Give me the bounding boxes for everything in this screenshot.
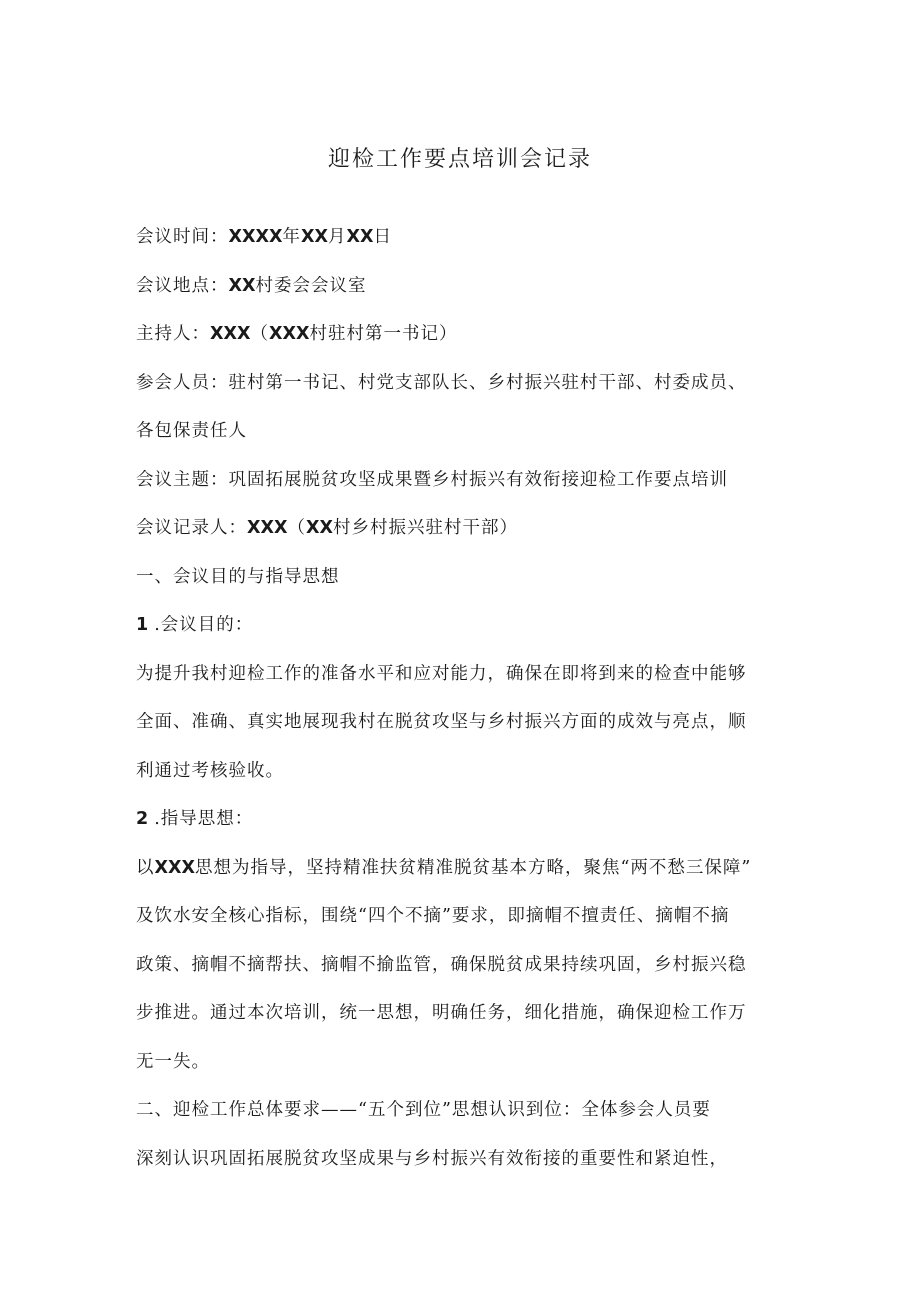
meeting-place-code: XX — [228, 275, 256, 296]
meeting-attendees — [136, 359, 788, 408]
section2-heading-line1: 二、迎检工作总体要求——“五个到位”思想认识到位：全体参会人员要 — [136, 1100, 711, 1120]
meeting-host-village: XXX — [268, 324, 310, 344]
section1-item2-text-line3: 政策、摘帽不摘帮扶、摘帽不揄监管，确保脱贫成果持续巩固，乡村振兴稳 — [136, 954, 747, 975]
meeting-attendees-continued — [136, 407, 788, 456]
section1-item2-label: .指导思想： — [154, 809, 254, 829]
meeting-host-open: （ — [250, 324, 269, 344]
section1-item2-pre: 以 — [136, 857, 155, 878]
section1-item2-text-line1-rest: 思想为指导，坚持精准扶贫精准脱贫基本方略，聚焦“两不愁三保障” — [194, 857, 752, 878]
meeting-place-value: 村委会会议室 — [255, 275, 367, 296]
meeting-topic — [136, 456, 788, 505]
meeting-recorder — [136, 504, 788, 553]
meeting-recorder-name: XXX — [247, 518, 288, 538]
section1-item1-number: 1 — [136, 615, 149, 635]
meeting-time-year-unit: 年 — [282, 227, 301, 247]
section1-item2-heading — [136, 795, 788, 844]
meeting-info — [136, 213, 788, 1183]
meeting-attendees-label: 参会人员： — [136, 372, 229, 393]
meeting-recorder-open: （ — [287, 518, 306, 538]
meeting-recorder-role: 村乡村振兴驻村干部） — [332, 518, 518, 538]
meeting-recorder-village: XX — [305, 518, 333, 538]
meeting-attendees-line1: 驻村第一书记、村党支部队长、乡村振兴驻村干部、村委成员、 — [228, 372, 747, 393]
section1-item1-label: .会议目的： — [154, 615, 254, 635]
meeting-recorder-label: 会议记录人： — [136, 518, 247, 538]
section1-item2-text-line5: 无一失。 — [136, 1051, 210, 1072]
section1-item2-number: 2 — [136, 809, 149, 829]
meeting-time-day-value: XX — [346, 227, 374, 247]
meeting-place — [136, 262, 788, 311]
section2-heading-line2: 深刻认识巩固拓展脱贫攻坚成果与乡村振兴有效衔接的重要性和紧迫性， — [136, 1148, 728, 1169]
section1-item1-text-line1: 为提升我村迎检工作的准备水平和应对能力，确保在即将到来的检查中能够 — [136, 663, 747, 684]
meeting-time-label: 会议时间： — [136, 227, 229, 247]
meeting-host-label: 主持人： — [136, 324, 210, 344]
section1-item1-text-line2: 全面、准确、真实地展现我村在脱贫攻坚与乡村振兴方面的成效与亮点，顺 — [136, 712, 747, 732]
meeting-time — [136, 213, 788, 262]
meeting-time-month-unit: 月 — [327, 227, 347, 247]
section1-item2-text-line1 — [136, 844, 788, 893]
meeting-topic-label: 会议主题： — [136, 469, 229, 490]
section1-item2-text-line4: 步推进。通过本次培训，统一思想，明确任务，细化措施，确保迎检工作万 — [136, 1003, 747, 1023]
meeting-time-year-value: XXXX — [228, 227, 283, 247]
meeting-time-day-unit: 日 — [373, 227, 392, 247]
meeting-topic-value: 巩固拓展脱贫攻坚成果暨乡村振兴有效衔接迎检工作要点培训 — [228, 469, 728, 490]
meeting-host — [136, 310, 788, 359]
section1-heading: 一、会议目的与指导思想 — [136, 566, 340, 587]
meeting-place-label: 会议地点： — [136, 275, 229, 296]
meeting-host-role: 村驻村第一书记） — [309, 324, 458, 344]
section1-item2-text-line2: 及饮水安全核心指标，围绕“四个不摘”要求，即摘帽不擅责任、摘帽不摘 — [136, 906, 730, 926]
meeting-attendees-line2: 各包保责任人 — [136, 421, 247, 441]
meeting-time-month-value: XX — [300, 227, 328, 247]
section1-item1-text-line3: 利通过考核验收。 — [136, 760, 284, 781]
section1-item2-code: XXX — [154, 857, 195, 878]
meeting-host-name: XXX — [210, 324, 251, 344]
section1-item1-heading — [136, 601, 788, 650]
document-title: 迎检工作要点培训会记录 — [327, 147, 592, 172]
